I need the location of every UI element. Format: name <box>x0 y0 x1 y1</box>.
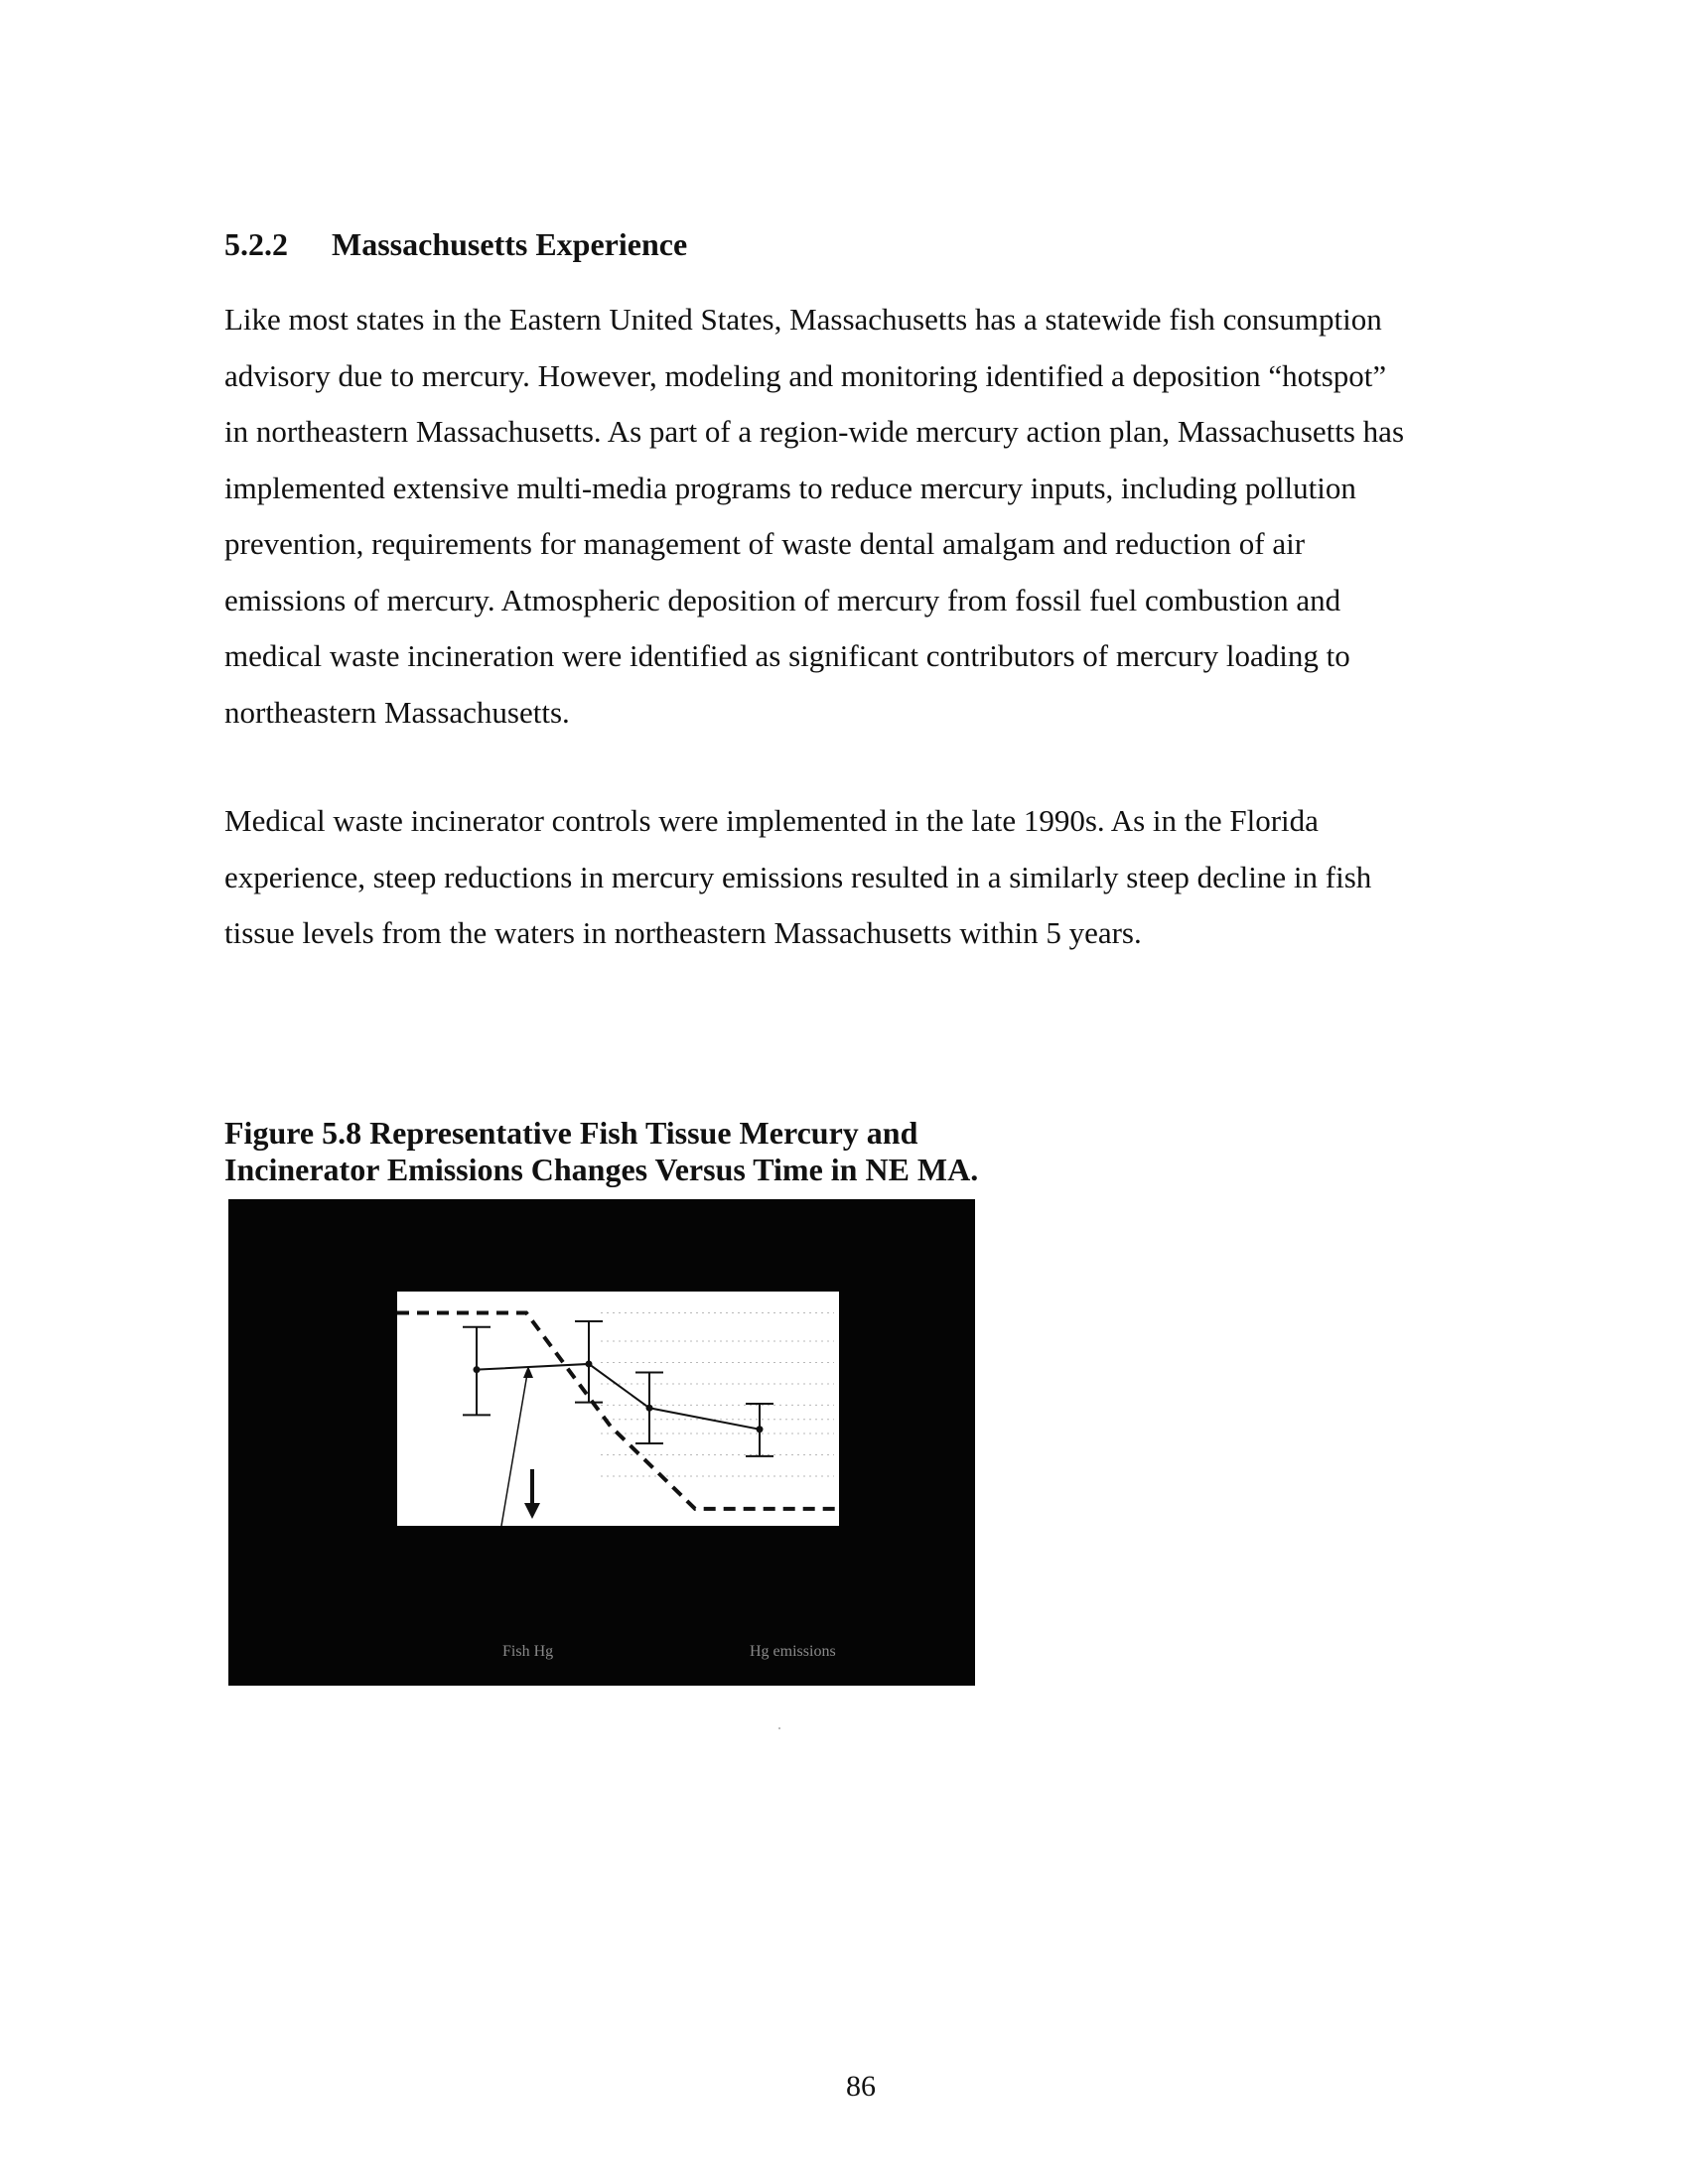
fish-hg-point <box>474 1366 481 1373</box>
text-line: experience, steep reductions in mercury emissions resulted in a similarly steep decline in fish <box>224 859 1372 894</box>
text-line: northeastern Massachusetts. <box>224 694 570 730</box>
legend-label: Fish Hg <box>502 1643 554 1660</box>
section-heading <box>224 226 687 263</box>
legend-label: Hg emissions <box>750 1643 836 1660</box>
text-line: Medical waste incinerator controls were implemented in the late 1990s. As in the Florida <box>224 803 1319 838</box>
caption-line: Figure 5.8 Representative Fish Tissue Mercury and <box>224 1115 918 1151</box>
chart-svg <box>228 1199 975 1686</box>
text-line: medical waste incineration were identified as significant contributors of mercury loading to <box>224 638 1350 673</box>
section-title: Massachusetts Experience <box>332 226 688 262</box>
text-line: implemented extensive multi-media programs to reduce mercury inputs, including pollution <box>224 470 1356 505</box>
caption-line: Incinerator Emissions Changes Versus Time in NE MA. <box>224 1152 979 1187</box>
text-line: prevention, requirements for management of waste dental amalgam and reduction of air <box>224 526 1306 561</box>
fish-hg-point <box>757 1426 764 1433</box>
fish-hg-point <box>586 1360 593 1367</box>
figure-caption <box>224 1115 978 1188</box>
fish-hg-point <box>646 1405 653 1412</box>
paragraph-1 <box>224 292 1515 741</box>
page-number: 86 <box>846 2070 876 2103</box>
text-line: advisory due to mercury. However, modeling and monitoring identified a deposition “hotspot” <box>224 357 1387 393</box>
text-line: tissue levels from the waters in northeastern Massachusetts within 5 years. <box>224 915 1142 950</box>
figure-chart <box>228 1199 975 1686</box>
text-line: emissions of mercury. Atmospheric deposition of mercury from fossil fuel combustion and <box>224 582 1341 617</box>
text-line: in northeastern Massachusetts. As part of a region-wide mercury action plan, Massachusetts has <box>224 414 1405 449</box>
scan-speck <box>778 1727 780 1729</box>
paragraph-2 <box>224 793 1515 962</box>
section-number: 5.2.2 <box>224 226 288 262</box>
text-line: Like most states in the Eastern United States, Massachusetts has a statewide fish consumption <box>224 302 1382 337</box>
